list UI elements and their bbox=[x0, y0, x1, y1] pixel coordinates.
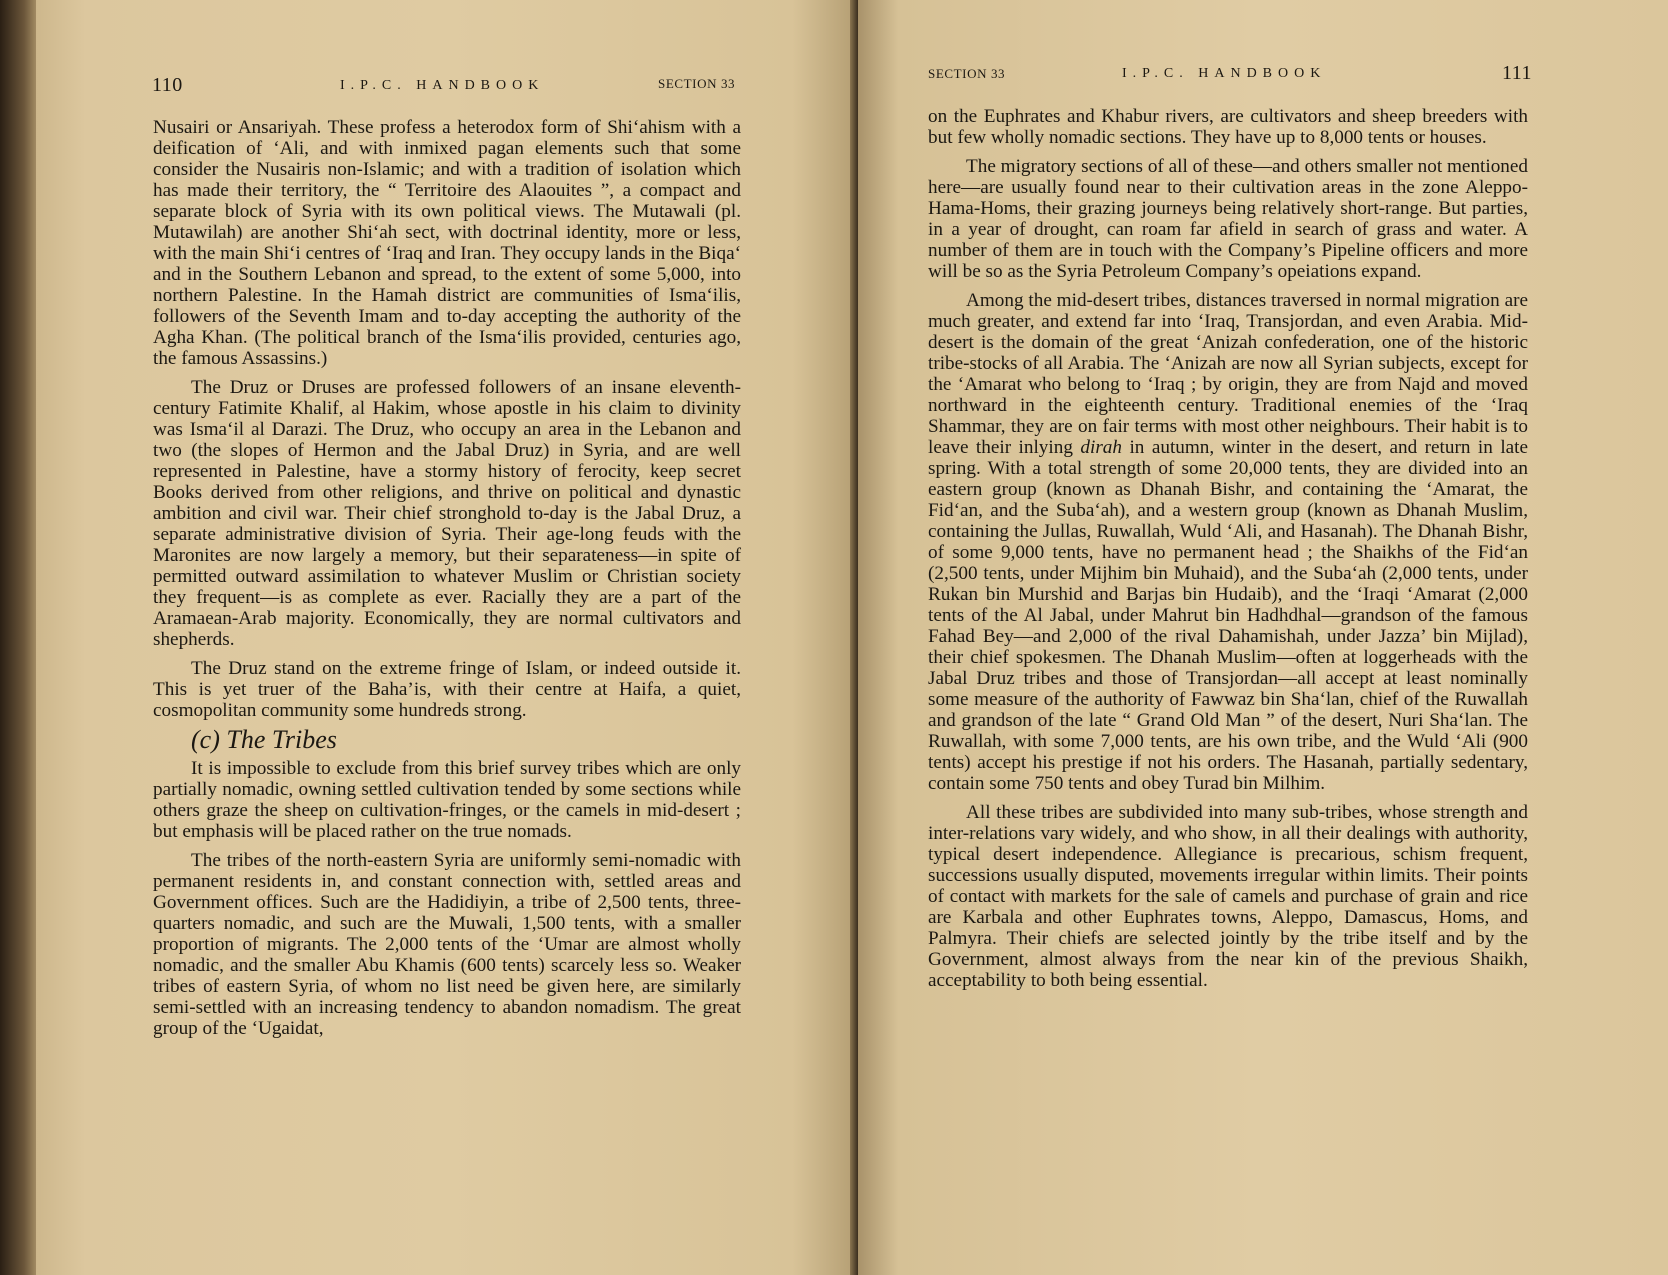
paragraph bbox=[928, 290, 1528, 794]
running-title: I.P.C. HANDBOOK bbox=[1122, 66, 1327, 81]
page-number: 110 bbox=[152, 74, 183, 96]
section-label: SECTION 33 bbox=[658, 76, 736, 91]
section-heading: (c) The Tribes bbox=[191, 725, 337, 754]
paragraph-text: in autumn, winter in the desert, and return in late spring. With a total strength of some 20,000 tents, they are divided into an eastern group (known as Dhanah Bishr, and containing the ‘Amarat, the Fid‘an, and the Suba‘ah), and a western group (known as Dhanah Muslim, containing the Jullas, Ruwallah, Wuld ‘Ali, and Hasanah). The Dhanah Bishr, of some 9,000 tents, have no permanent head ; the Shaikhs of the Fid‘an (2,500 tents, under Mijhim bin Muhaid), and the Suba‘ah (2,000 tents, under Rukan bin Murshid and Barjas bin Hudaib), and the ‘Iraqi ‘Amarat (2,000 tents of the Al Jabal, under Mahrut bin Hadhdhal—grandson of the famous Fahad Bey—and 2,000 of the rival Dahamishah, under Jazza’ bin Mijlad), their chief spokesmen. The Dhanah Muslim—often at loggerheads with the Jabal Druz tribes and those of Transjordan—all accept at least nominally some measure of the authority of Fawwaz bin Sha‘lan, chief of the Ruwallah and grandson of the late “ Grand Old Man ” of the desert, Nuri Sha‘lan. The Ruwallah, with some 7,000 tents, are his own tribe, and the Wuld ‘Ali (900 tents) accept his prestige if not his orders. The Hasanah, partially sedentary, contain some 750 tents and obey Turad bin Milhim. bbox=[928, 437, 1529, 794]
right-page bbox=[858, 0, 1668, 1275]
paragraph: The Druz stand on the extreme fringe of Islam, or indeed outside it. This is yet truer of the Baha’is, with their centre at Haifa, a quiet, cosmopolitan community some hundreds strong. bbox=[153, 658, 741, 721]
paragraph: The migratory sections of all of these—and others smaller not mentioned here—are usually found near to their cultivation areas in the zone Aleppo-Hama-Homs, their grazing journeys being relatively short-range. But parties, in a year of drought, can roam far afield in search of grass and water. A number of them are in touch with the Company’s Pipeline officers and more will be so as the Syria Petroleum Company’s opeiations expand. bbox=[928, 156, 1528, 282]
paragraph: Nusairi or Ansariyah. These profess a heterodox form of Shi‘ahism with a deification of ‘Ali, and with inmixed pagan elements such that some consider the Nusairis non-Islamic; and with a tradition of isolation which has made their territory, the “ Territoire des Alaouites ”, a compact and separate block of Syria with its own political views. The Mutawali (pl. Mutawilah) are another Shi‘ah sect, with doctrinal identity, more or less, with the main Shi‘i centres of ‘Iraq and Iran. They occupy lands in the Biqa‘ and in the Southern Lebanon and spread, to the extent of some 5,000, into northern Palestine. In the Hamah district are communities of Isma‘ilis, followers of the Seventh Imam and to-day accepting the authority of the Agha Khan. (The political branch of the Isma‘ilis provided, centuries ago, the famous Assassins.) bbox=[153, 117, 741, 369]
left-page-body bbox=[153, 117, 741, 1047]
paragraph: The Druz or Druses are professed followers of an insane eleventh-century Fatimite Khalif, al Hakim, whose apostle in his claim to divinity was Isma‘il al Darazi. The Druz, who occupy an area in the Lebanon and two (the slopes of Hermon and the Jabal Druz) in Syria, and are well represented in Palestine, have a stormy history of ferocity, keep secret Books derived from other religions, and thrive on political and dynastic ambition and civil war. Their chief stronghold to-day is the Jabal Druz, a separate administrative division of Syria. Their age-long feuds with the Maronites are now largely a memory, but their separateness—in spite of permitted outward assimilation to whatever Muslim or Christian society they frequent—is as complete as ever. Racially they are a part of the Aramaean-Arab majority. Economically, they are normal cultivators and shepherds. bbox=[153, 377, 741, 650]
paragraph-text: Among the mid-desert tribes, distances traversed in normal migration are much greater, and extend far into ‘Iraq, Transjordan, and even Arabia. Mid-desert is the domain of the great ‘Anizah confederation, one of the historic tribe-stocks of all Arabia. The ‘Anizah are now all Syrian subjects, except for the ‘Amarat who belong to ‘Iraq ; by origin, they are from Najd and moved northward in the eighteenth century. Traditional enemies of the ‘Iraq Shammar, they are on fair terms with most other neighbours. Their habit is to leave their inlying bbox=[928, 290, 1528, 458]
paragraph: on the Euphrates and Khabur rivers, are cultivators and sheep breeders with but few wholly nomadic sections. They have up to 8,000 tents or houses. bbox=[928, 106, 1528, 148]
right-page-body bbox=[928, 106, 1528, 999]
paragraph: It is impossible to exclude from this brief survey tribes which are only partially nomadic, owning settled cultivation tended by some sections while others graze the sheep on cultivation-fringes, or the camels in mid-desert ; but emphasis will be placed rather on the true nomads. bbox=[153, 758, 741, 842]
page-number: 111 bbox=[1502, 62, 1533, 84]
left-page bbox=[36, 0, 858, 1275]
page-edges bbox=[0, 0, 40, 1275]
section-label: SECTION 33 bbox=[928, 66, 1006, 81]
running-title: I.P.C. HANDBOOK bbox=[340, 78, 545, 93]
paragraph: All these tribes are subdivided into many sub-tribes, whose strength and inter-relations vary widely, and who show, in all their dealings with authority, typical desert independence. Allegiance is precarious, schism frequent, successions usually disputed, movements irregular within limits. Their points of contact with markets for the sale of camels and purchase of grain and rice are Karbala and other Euphrates towns, Aleppo, Damascus, Homs, and Palmyra. Their chiefs are selected jointly by the tribe itself and by the Government, almost always from the near kin of the previous Shaikh, acceptability to both being essential. bbox=[928, 802, 1528, 991]
paragraph: The tribes of the north-eastern Syria are uniformly semi-nomadic with permanent residents in, and constant connection with, settled areas and Government offices. Such are the Hadidiyin, a tribe of 2,500 tents, three-quarters nomadic, and such are the Muwali, 1,500 tents, with a smaller proportion of migrants. The 2,000 tents of the ‘Umar are almost wholly nomadic, and the smaller Abu Khamis (600 tents) scarcely less so. Weaker tribes of eastern Syria, of whom no list need be given here, are similarly semi-settled with an increasing tendency to abandon nomadism. The great group of the ‘Ugaidat, bbox=[153, 850, 741, 1039]
italic-term: dirah bbox=[1080, 437, 1122, 458]
